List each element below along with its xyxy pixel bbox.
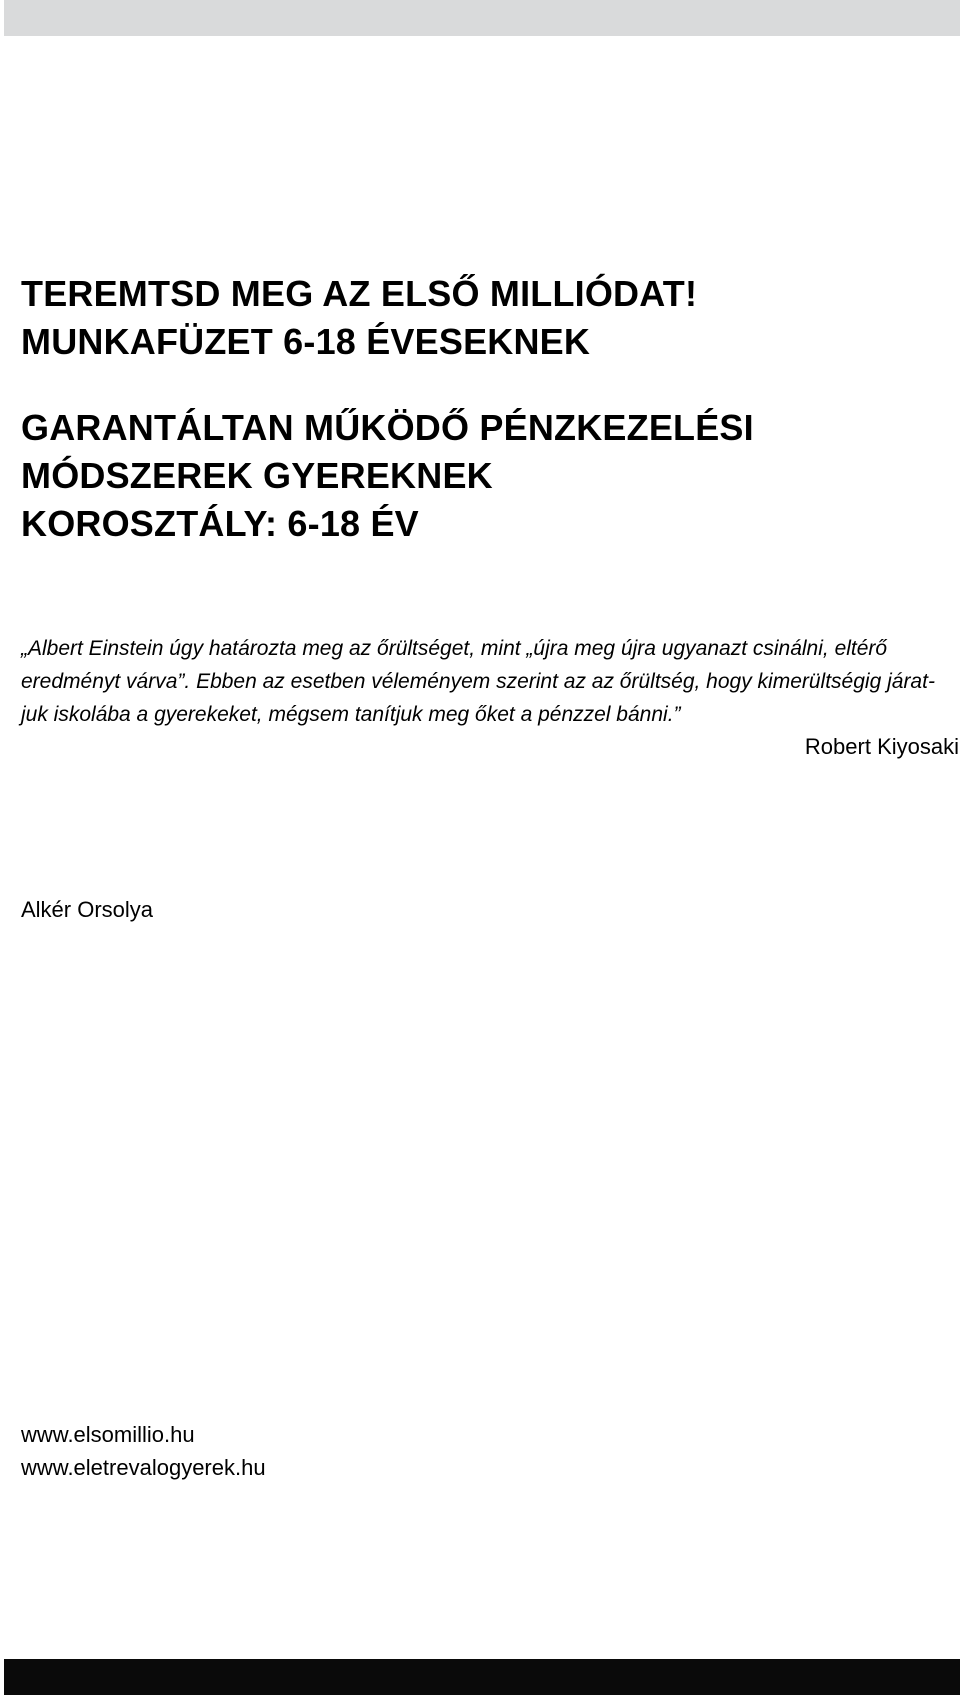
title-line-1: TEREMTSD MEG AZ ELSŐ MILLIÓDAT! bbox=[21, 273, 698, 314]
quote-line-1: „Albert Einstein úgy határozta meg az őrültséget, mint „újra meg újra ugyanazt csinálni, eltérő bbox=[21, 637, 888, 660]
title-line-2: MUNKAFÜZET 6-18 ÉVESEKNEK bbox=[21, 321, 591, 362]
author-name: Alkér Orsolya bbox=[21, 897, 154, 922]
book-title bbox=[21, 270, 697, 366]
subtitle-line-1: GARANTÁLTAN MŰKÖDŐ PÉNZKEZELÉSI bbox=[21, 407, 754, 448]
quote-attribution: Robert Kiyosaki bbox=[804, 734, 959, 759]
website-links bbox=[21, 1418, 266, 1484]
book-subtitle bbox=[21, 404, 754, 548]
quote-line-2: eredményt várva”. Ebben az esetben véleményem szerint az az őrültség, hogy kimerültségig járat- bbox=[21, 670, 935, 693]
top-band bbox=[4, 0, 960, 36]
quote-line-3: juk iskolába a gyerekeket, mégsem tanítjuk meg őket a pénzzel bánni.” bbox=[21, 703, 681, 726]
quote bbox=[21, 632, 959, 731]
website-link-eletrevalogyerek[interactable]: www.eletrevalogyerek.hu bbox=[21, 1455, 266, 1480]
subtitle-line-2: MÓDSZEREK GYEREKNEK bbox=[21, 455, 493, 496]
website-link-elsomillio[interactable]: www.elsomillio.hu bbox=[21, 1422, 195, 1447]
bottom-band bbox=[4, 1659, 960, 1695]
age-range-line: KOROSZTÁLY: 6-18 ÉV bbox=[21, 503, 419, 544]
